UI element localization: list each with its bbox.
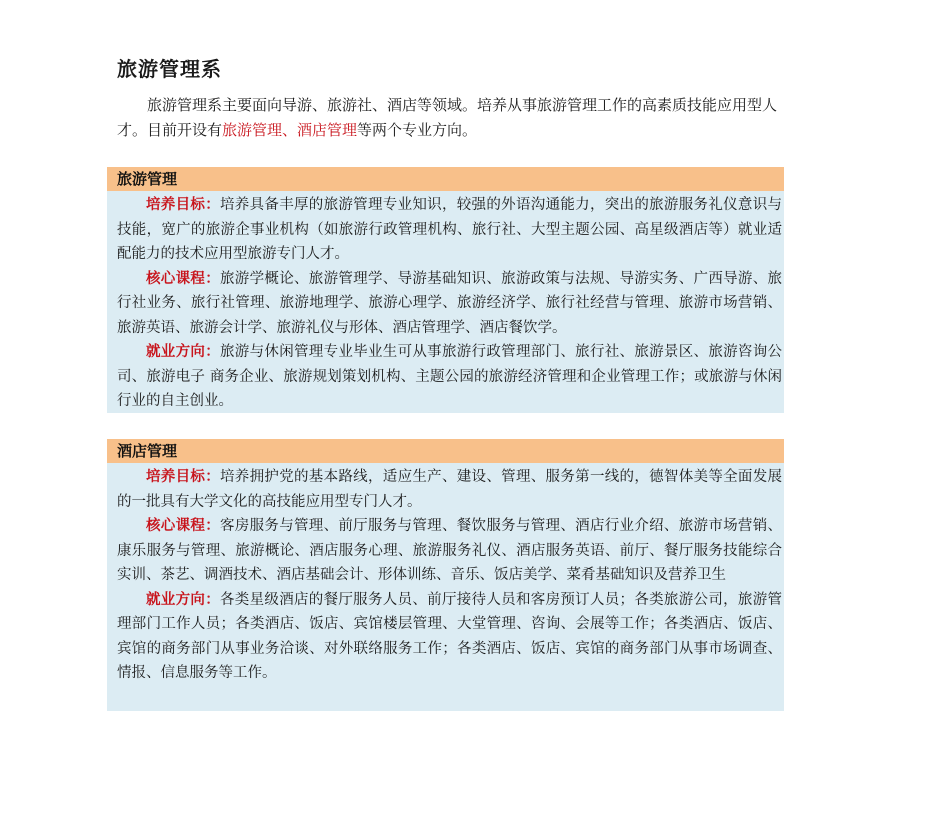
section-header: 酒店管理 [107, 439, 784, 463]
core-courses [117, 267, 782, 341]
training-goal [117, 465, 782, 514]
employment-direction [117, 588, 782, 686]
section-tourism-management [107, 167, 784, 413]
core-courses-label: 核心课程： [146, 518, 220, 534]
training-goal-label: 培养目标： [146, 197, 220, 213]
intro-text-end: 等两个专业方向。 [357, 121, 478, 139]
employment-direction [117, 340, 782, 414]
training-goal [117, 193, 782, 267]
training-goal-text: 培养拥护党的基本路线，适应生产、建设、管理、服务第一线的，德智体美等全面发展的一批具有大学文化的高技能应用型专门人才。 [117, 469, 783, 510]
employment-direction-text: 旅游与休闲管理专业毕业生可从事旅游行政管理部门、旅行社、旅游景区、旅游咨询公司、旅游电子 商务企业、旅游规划策划机构、主题公园的旅游经济管理和企业管理工作；或旅游与休闲行业的自主创业。 [117, 344, 783, 409]
core-courses-text: 客房服务与管理、前厅服务与管理、餐饮服务与管理、酒店行业介绍、旅游市场营销、康乐服务与管理、旅游概论、酒店服务心理、旅游服务礼仪、酒店服务英语、前厅、餐厅服务技能综合实训、茶艺、调酒技术、酒店基础会计、形体训练、音乐、饭店美学、菜肴基础知识及营养卫生 [117, 518, 783, 583]
core-courses [117, 514, 782, 588]
employment-direction-text: 各类星级酒店的餐厅服务人员、前厅接待人员和客房预订人员；各类旅游公司，旅游管理部门工作人员；各类酒店、饭店、宾馆楼层管理、大堂管理、咨询、会展等工作；各类酒店、饭店、宾馆的商务部门从事业务洽谈、对外联络服务工作；各类酒店、饭店、宾馆的商务部门从事市场调查、情报、信息服务等工作。 [117, 591, 783, 681]
intro-text: 旅游管理系主要面向导游、旅游社、酒店等领域。培养从事旅游管理工作的高素质技能应用型人才。目前开设有 [117, 96, 778, 139]
training-goal-text: 培养具备丰厚的旅游管理专业知识，较强的外语沟通能力，突出的旅游服务礼仪意识与技能，宽广的旅游企事业机构（如旅游行政管理机构、旅行社、大型主题公园、高星级酒店等）就业适配能力的技术应用型旅游专门人才。 [117, 197, 783, 262]
core-courses-label: 核心课程： [146, 270, 220, 287]
intro-paragraph [117, 93, 785, 143]
section-header: 旅游管理 [107, 167, 784, 191]
employment-direction-label: 就业方向： [146, 591, 220, 608]
training-goal-label: 培养目标： [146, 469, 220, 485]
section-hotel-management [107, 439, 784, 711]
employment-direction-label: 就业方向： [146, 344, 220, 360]
page-title: 旅游管理系 [117, 57, 222, 81]
section-body [107, 191, 784, 414]
section-body [107, 463, 784, 686]
intro-highlight: 旅游管理、酒店管理 [222, 121, 358, 139]
core-courses-text: 旅游学概论、旅游管理学、导游基础知识、旅游政策与法规、导游实务、广西导游、旅行社业务、旅行社管理、旅游地理学、旅游心理学、旅游经济学、旅行社经营与管理、旅游市场营销、旅游英语、旅游会计学、旅游礼仪与形体、酒店管理学、酒店餐饮学。 [117, 270, 783, 336]
